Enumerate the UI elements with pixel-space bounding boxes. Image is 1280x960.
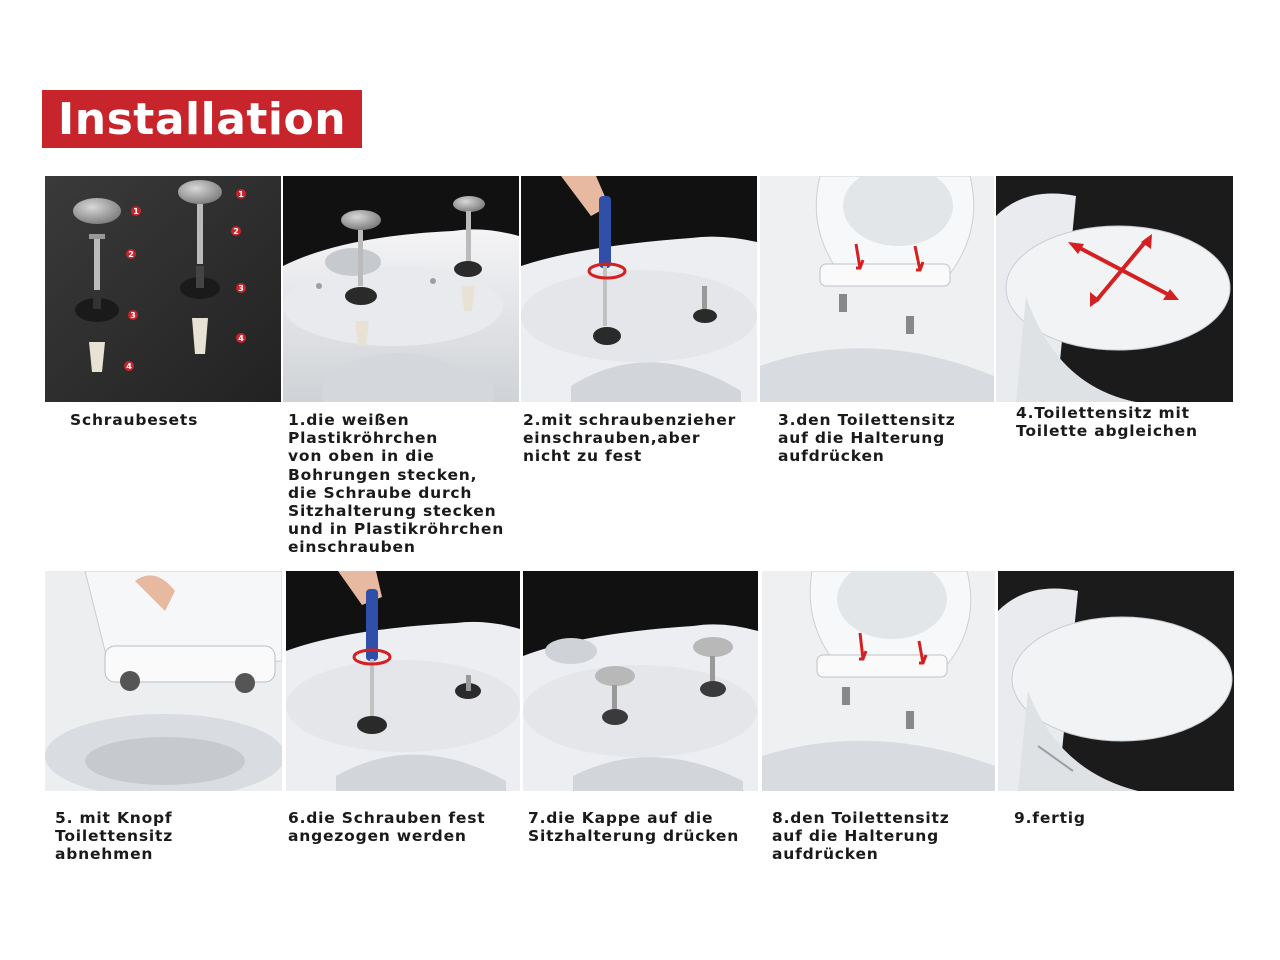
panel-step-7 bbox=[523, 571, 758, 791]
caption-step-8: 8.den Toilettensitz auf die Halterung aufdrücken bbox=[772, 809, 950, 864]
caption-step-9: 9.fertig bbox=[1014, 809, 1086, 827]
hw-label-1-right: 1 bbox=[238, 190, 244, 199]
caption-step-6: 6.die Schrauben fest angezogen werden bbox=[288, 809, 486, 846]
installation-banner: Installation bbox=[42, 90, 362, 148]
panel-step-8 bbox=[762, 571, 995, 791]
panel-step-3 bbox=[760, 176, 994, 402]
panel-step-4 bbox=[996, 176, 1233, 402]
caption-step-2: 2.mit schraubenzieher einschrauben,aber nicht zu fest bbox=[523, 411, 737, 466]
hw-label-4-left: 4 bbox=[126, 362, 132, 371]
panel-step-5 bbox=[45, 571, 282, 791]
caption-step-4: 4.Toilettensitz mit Toilette abgleichen bbox=[1016, 404, 1198, 441]
hw-label-2-right: 2 bbox=[233, 227, 239, 236]
caption-screw-sets: Schraubesets bbox=[70, 411, 199, 429]
caption-step-7: 7.die Kappe auf die Sitzhalterung drücken bbox=[528, 809, 740, 846]
caption-step-3: 3.den Toilettensitz auf die Halterung aufdrücken bbox=[778, 411, 956, 466]
hw-label-3-right: 3 bbox=[238, 284, 244, 293]
caption-step-5: 5. mit Knopf Toilettensitz abnehmen bbox=[55, 809, 174, 864]
panel-screw-sets bbox=[45, 176, 281, 402]
hw-label-3-left: 3 bbox=[130, 311, 136, 320]
caption-step-1: 1.die weißen Plastikröhrchen von oben in die Bohrungen stecken, die Schraube durch Sitzhalterung stecken und in Plastikröhrchen einschrauben bbox=[288, 411, 505, 557]
panel-step-1 bbox=[283, 176, 519, 402]
panel-step-6 bbox=[286, 571, 520, 791]
hw-label-4-right: 4 bbox=[238, 334, 244, 343]
hw-label-1-left: 1 bbox=[133, 207, 139, 216]
panel-step-9 bbox=[998, 571, 1234, 791]
hw-label-2-left: 2 bbox=[128, 250, 134, 259]
panel-step-2 bbox=[521, 176, 757, 402]
